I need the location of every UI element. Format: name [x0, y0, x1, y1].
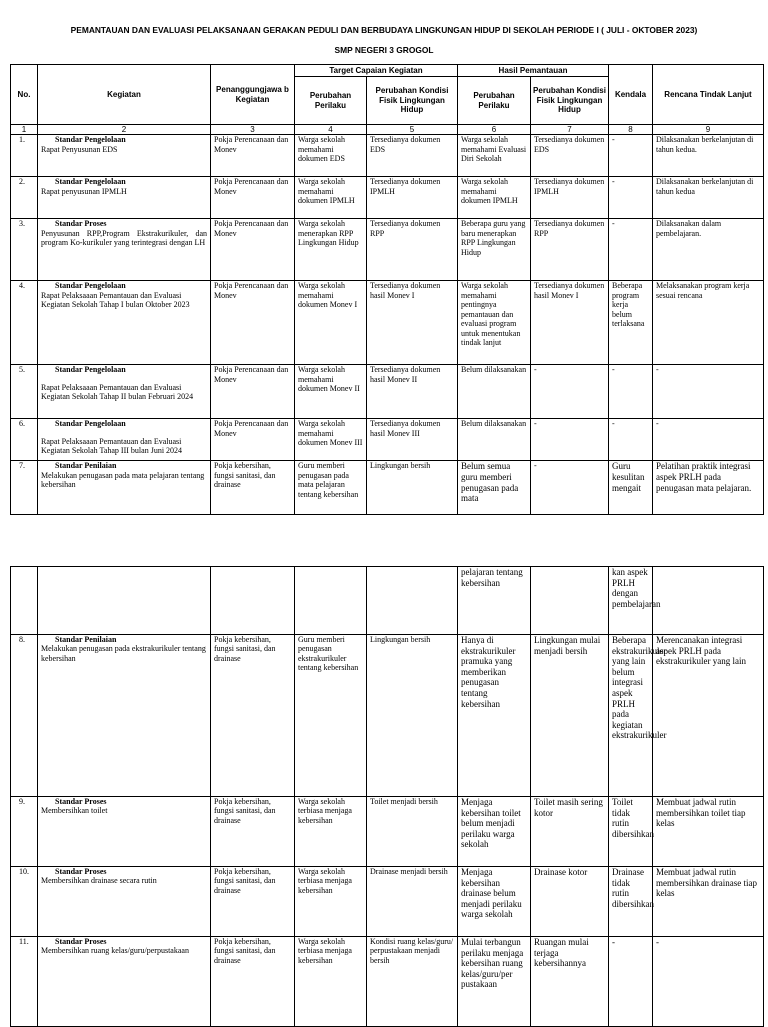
kegiatan-cell: [38, 937, 211, 1027]
target-perilaku-cell: Warga sekolah memahami dokumen Monev I: [295, 281, 367, 365]
kendala-cell: Beberapa ekstrakurikuler yang lain belum integrasi aspek PRLH pada kegiatan ekstrakurikuler: [609, 635, 653, 797]
standard-label: Standar Pengelolaan: [55, 365, 126, 375]
activity-text: Melakukan penugasan pada ekstrakurikuler tentang kebersihan: [41, 644, 206, 663]
monitoring-table-page-2: [10, 566, 764, 1027]
hasil-kondisi-cell: Ruangan mulai terjaga kebersihannya: [531, 937, 609, 1027]
standard-label: Standar Penilaian: [55, 635, 117, 644]
standard-label: Standar Pengelolaan: [55, 135, 126, 145]
hasil-kondisi-cell: Tersedianya dokumen hasil Monev I: [531, 281, 609, 365]
header-penanggungjawab: Penanggungjawa b Kegiatan: [211, 65, 295, 125]
col-number: 3: [211, 125, 295, 135]
table-row: [11, 635, 764, 797]
activity-text: Rapat penyusunan IPMLH: [41, 186, 127, 196]
standard-label: Standar Proses: [55, 867, 107, 876]
table-row: [11, 177, 764, 219]
header-target-capaian: Target Capaian Kegiatan: [295, 65, 458, 77]
row-number: 9.: [11, 797, 38, 867]
hasil-perilaku-cell: Warga sekolah memahami pentingnya pemantauan dan evaluasi program untuk menentukan tindak lanjut: [458, 281, 531, 365]
pj-cell: Pokja Perencanaan dan Monev: [211, 135, 295, 177]
hasil-perilaku-cell: Mulai terbangun perilaku menjaga kebersihan ruang kelas/guru/per pustakaan: [458, 937, 531, 1027]
standard-label: Standar Pengelolaan: [55, 419, 126, 429]
rtl-cell: Merencanakan integrasi aspek PRLH pada ekstrakurikuler yang lain: [653, 635, 764, 797]
col-number: 4: [295, 125, 367, 135]
hasil-perilaku-cell: Belum semua guru memberi penugasan pada mata: [458, 461, 531, 515]
table-row: [11, 365, 764, 419]
kegiatan-cell: [38, 867, 211, 937]
rtl-cell: -: [653, 365, 764, 419]
target-kondisi-cell: Tersedianya dokumen hasil Monev II: [367, 365, 458, 419]
target-perilaku-cell: Warga sekolah terbiasa menjaga kebersihan: [295, 937, 367, 1027]
standard-label: Standar Penilaian: [55, 461, 117, 471]
table-row: [11, 135, 764, 177]
rtl-cell: -: [653, 937, 764, 1027]
target-kondisi-cell: Tersedianya dokumen IPMLH: [367, 177, 458, 219]
row-number: 7.: [11, 461, 38, 515]
kendala-cell: -: [609, 219, 653, 281]
target-kondisi-cell: Tersedianya dokumen hasil Monev I: [367, 281, 458, 365]
target-kondisi-cell: Lingkungan bersih: [367, 635, 458, 797]
hasil-perilaku-cell: Menjaga kebersihan toilet belum menjadi perilaku warga sekolah: [458, 797, 531, 867]
activity-text: Membersihkan drainase secara rutin: [41, 876, 157, 886]
header-rencana-tindak-lanjut: Rencana Tindak Lanjut: [653, 65, 764, 125]
table-row: [11, 281, 764, 365]
header-hasil-perilaku: Perubahan Perilaku: [458, 77, 531, 125]
pj-cell: Pokja Perencanaan dan Monev: [211, 219, 295, 281]
target-perilaku-cell: Warga sekolah terbiasa menjaga kebersihan: [295, 797, 367, 867]
rtl-cell: Pelatihan praktik integrasi aspek PRLH pada penugasan mata pelajaran.: [653, 461, 764, 515]
header-kegiatan: Kegiatan: [38, 65, 211, 125]
row-number: 10.: [11, 867, 38, 937]
target-kondisi-cell: Tersedianya dokumen EDS: [367, 135, 458, 177]
kendala-cell: Beberapa program kerja belum terlaksana: [609, 281, 653, 365]
school-name: SMP NEGERI 3 GROGOL: [334, 45, 434, 55]
target-perilaku-cell: Guru memberi penugasan pada mata pelajaran tentang kebersihan: [295, 461, 367, 515]
target-kondisi-cell: Tersedianya dokumen hasil Monev III: [367, 419, 458, 461]
table-row: [11, 461, 764, 515]
target-perilaku-cell: Warga sekolah menerapkan RPP Lingkungan Hidup: [295, 219, 367, 281]
rtl-cell: Dilaksanakan berkelanjutan di tahun kedua: [653, 177, 764, 219]
row-number: 2.: [11, 177, 38, 219]
table-row: [11, 419, 764, 461]
pj-cell: Pokja Perencanaan dan Monev: [211, 365, 295, 419]
standard-label: Standar Proses: [55, 937, 107, 946]
pj-cell: Pokja kebersihan, fungsi sanitasi, dan drainase: [211, 937, 295, 1027]
rtl-cell: Dilaksanakan dalam pembelajaran.: [653, 219, 764, 281]
hasil-kondisi-cell: Toilet masih sering kotor: [531, 797, 609, 867]
hasil-perilaku-cell: Warga sekolah memahami Evaluasi Diri Sekolah: [458, 135, 531, 177]
hasil-kondisi-cell: -: [531, 365, 609, 419]
kendala-cell: -: [609, 937, 653, 1027]
rtl-cell: Dilaksanakan berkelanjutan di tahun kedua.: [653, 135, 764, 177]
activity-text: Rapat Penyusunan EDS: [41, 144, 118, 154]
kendala-cell: -: [609, 177, 653, 219]
activity-text: Rapat Pelaksaaan Pemantauan dan Evaluasi Kegiatan Sekolah Tahap I bulan Oktober 2023: [41, 290, 190, 310]
rtl-cell: -: [653, 419, 764, 461]
col-number: 5: [367, 125, 458, 135]
col-number: 9: [653, 125, 764, 135]
col-number: 2: [38, 125, 211, 135]
col-number: 8: [609, 125, 653, 135]
kegiatan-cell: [38, 281, 211, 365]
hasil-kondisi-cell: Tersedianya dokumen EDS: [531, 135, 609, 177]
target-kondisi-cell: Toilet menjadi bersih: [367, 797, 458, 867]
kendala-cell: -: [609, 419, 653, 461]
header-hasil-pemantauan: Hasil Pemantauan: [458, 65, 609, 77]
hasil-kondisi-cell: Tersedianya dokumen RPP: [531, 219, 609, 281]
hasil-kondisi-cell: Lingkungan mulai menjadi bersih: [531, 635, 609, 797]
row-number: 4.: [11, 281, 38, 365]
header-target-kondisi: Perubahan Kondisi Fisik Lingkungan Hidup: [367, 77, 458, 125]
pj-cell: Pokja Perencanaan dan Monev: [211, 281, 295, 365]
activity-text: Penyusunan RPP,Program Ekstrakurikuler, dan program Ko-kurikuler yang terintegrasi dengan LH: [41, 228, 207, 248]
hasil-kondisi-cell: Tersedianya dokumen IPMLH: [531, 177, 609, 219]
target-perilaku-cell: Warga sekolah memahami dokumen Monev II: [295, 365, 367, 419]
row-number: 5.: [11, 365, 38, 419]
target-kondisi-cell: Lingkungan bersih: [367, 461, 458, 515]
target-perilaku-cell: Warga sekolah memahami dokumen EDS: [295, 135, 367, 177]
activity-text: Melakukan penugasan pada mata pelajaran tentang kebersihan: [41, 470, 205, 490]
header-no: No.: [11, 65, 38, 125]
hasil-perilaku-cell: Belum dilaksanakan: [458, 419, 531, 461]
kegiatan-cell: [38, 219, 211, 281]
row-number: 3.: [11, 219, 38, 281]
pj-cell: Pokja kebersihan, fungsi sanitasi, dan drainase: [211, 635, 295, 797]
kendala-cell: Toilet tidak rutin dibersihkan: [609, 797, 653, 867]
table-row-continuation: [11, 567, 764, 635]
column-number-row: [11, 125, 764, 135]
kegiatan-cell: [38, 461, 211, 515]
rtl-cell: Membuat jadwal rutin membersihkan toilet tiap kelas: [653, 797, 764, 867]
document-title: PEMANTAUAN DAN EVALUASI PELAKSANAAN GERAKAN PEDULI DAN BERBUDAYA LINGKUNGAN HIDUP DI SEKOLAH PERIODE I ( JULI - OKTOBER 2023): [70, 25, 698, 35]
kendala-cell: -: [609, 135, 653, 177]
standard-label: Standar Pengelolaan: [55, 281, 126, 291]
activity-text: Rapat Pelaksaaan Pemantauan dan Evaluasi Kegiatan Sekolah Tahap II bulan Februari 2024: [41, 382, 194, 402]
standard-label: Standar Proses: [55, 797, 107, 806]
hasil-perilaku-cell: Hanya di ekstrakurikuler pramuka yang memberikan penugasan tentang kebersihan: [458, 635, 531, 797]
hasil-perilaku-cell: Belum dilaksanakan: [458, 365, 531, 419]
target-kondisi-cell: Drainase menjadi bersih: [367, 867, 458, 937]
kendala-cell: kan aspek PRLH dengan pembelajaran: [609, 567, 653, 635]
hasil-perilaku-cell: Menjaga kebersihan drainase belum menjadi perilaku warga sekolah: [458, 867, 531, 937]
row-number: 11.: [11, 937, 38, 1027]
hasil-perilaku-cell: pelajaran tentang kebersihan: [458, 567, 531, 635]
target-perilaku-cell: Guru memberi penugasan ekstrakurikuler tentang kebersihan: [295, 635, 367, 797]
table-row: [11, 937, 764, 1027]
activity-text: Rapat Pelaksaaan Pemantauan dan Evaluasi Kegiatan Sekolah Tahap III bulan Juni 2024: [41, 436, 183, 456]
col-number: 6: [458, 125, 531, 135]
monitoring-table-page-1: [10, 64, 764, 515]
row-number: 8.: [11, 635, 38, 797]
kegiatan-cell: [38, 177, 211, 219]
table-row: [11, 867, 764, 937]
kendala-cell: -: [609, 365, 653, 419]
activity-text: Membersihkan ruang kelas/guru/perpustakaan: [41, 946, 189, 956]
pj-cell: Pokja kebersihan, fungsi sanitasi, dan drainase: [211, 797, 295, 867]
header-target-perilaku: Perubahan Perilaku: [295, 77, 367, 125]
header-kendala: Kendala: [609, 65, 653, 125]
pj-cell: Pokja kebersihan, fungsi sanitasi, dan drainase: [211, 461, 295, 515]
activity-text: Membersihkan toilet: [41, 806, 108, 816]
kegiatan-cell: [38, 635, 211, 797]
hasil-kondisi-cell: Drainase kotor: [531, 867, 609, 937]
standard-label: Standar Pengelolaan: [55, 177, 126, 187]
kegiatan-cell: [38, 135, 211, 177]
target-kondisi-cell: Tersedianya dokumen RPP: [367, 219, 458, 281]
kegiatan-cell: [38, 419, 211, 461]
kendala-cell: Drainase tidak rutin dibersihkan: [609, 867, 653, 937]
hasil-kondisi-cell: -: [531, 419, 609, 461]
hasil-perilaku-cell: Warga sekolah memahami dokumen IPMLH: [458, 177, 531, 219]
row-number: 1.: [11, 135, 38, 177]
table-row: [11, 219, 764, 281]
hasil-perilaku-cell: Beberapa guru yang baru menerapkan RPP Lingkungan Hidup: [458, 219, 531, 281]
hasil-kondisi-cell: -: [531, 461, 609, 515]
pj-cell: Pokja kebersihan, fungsi sanitasi, dan drainase: [211, 867, 295, 937]
kegiatan-cell: [38, 797, 211, 867]
header-hasil-kondisi: Perubahan Kondisi Fisik Lingkungan Hidup: [531, 77, 609, 125]
pj-cell: Pokja Perencanaan dan Monev: [211, 177, 295, 219]
table-row: [11, 797, 764, 867]
target-perilaku-cell: Warga sekolah terbiasa menjaga kebersihan: [295, 867, 367, 937]
kendala-cell: Guru kesulitan mengait: [609, 461, 653, 515]
target-kondisi-cell: Kondisi ruang kelas/guru/ perpustakaan menjadi bersih: [367, 937, 458, 1027]
kegiatan-cell: [38, 365, 211, 419]
row-number: 6.: [11, 419, 38, 461]
standard-label: Standar Proses: [55, 219, 107, 229]
rtl-cell: Melaksanakan program kerja sesuai rencana: [653, 281, 764, 365]
target-perilaku-cell: Warga sekolah memahami dokumen IPMLH: [295, 177, 367, 219]
rtl-cell: Membuat jadwal rutin membersihkan drainase tiap kelas: [653, 867, 764, 937]
col-number: 7: [531, 125, 609, 135]
col-number: 1: [11, 125, 38, 135]
target-perilaku-cell: Warga sekolah memahami dokumen Monev III: [295, 419, 367, 461]
pj-cell: Pokja Perencanaan dan Monev: [211, 419, 295, 461]
